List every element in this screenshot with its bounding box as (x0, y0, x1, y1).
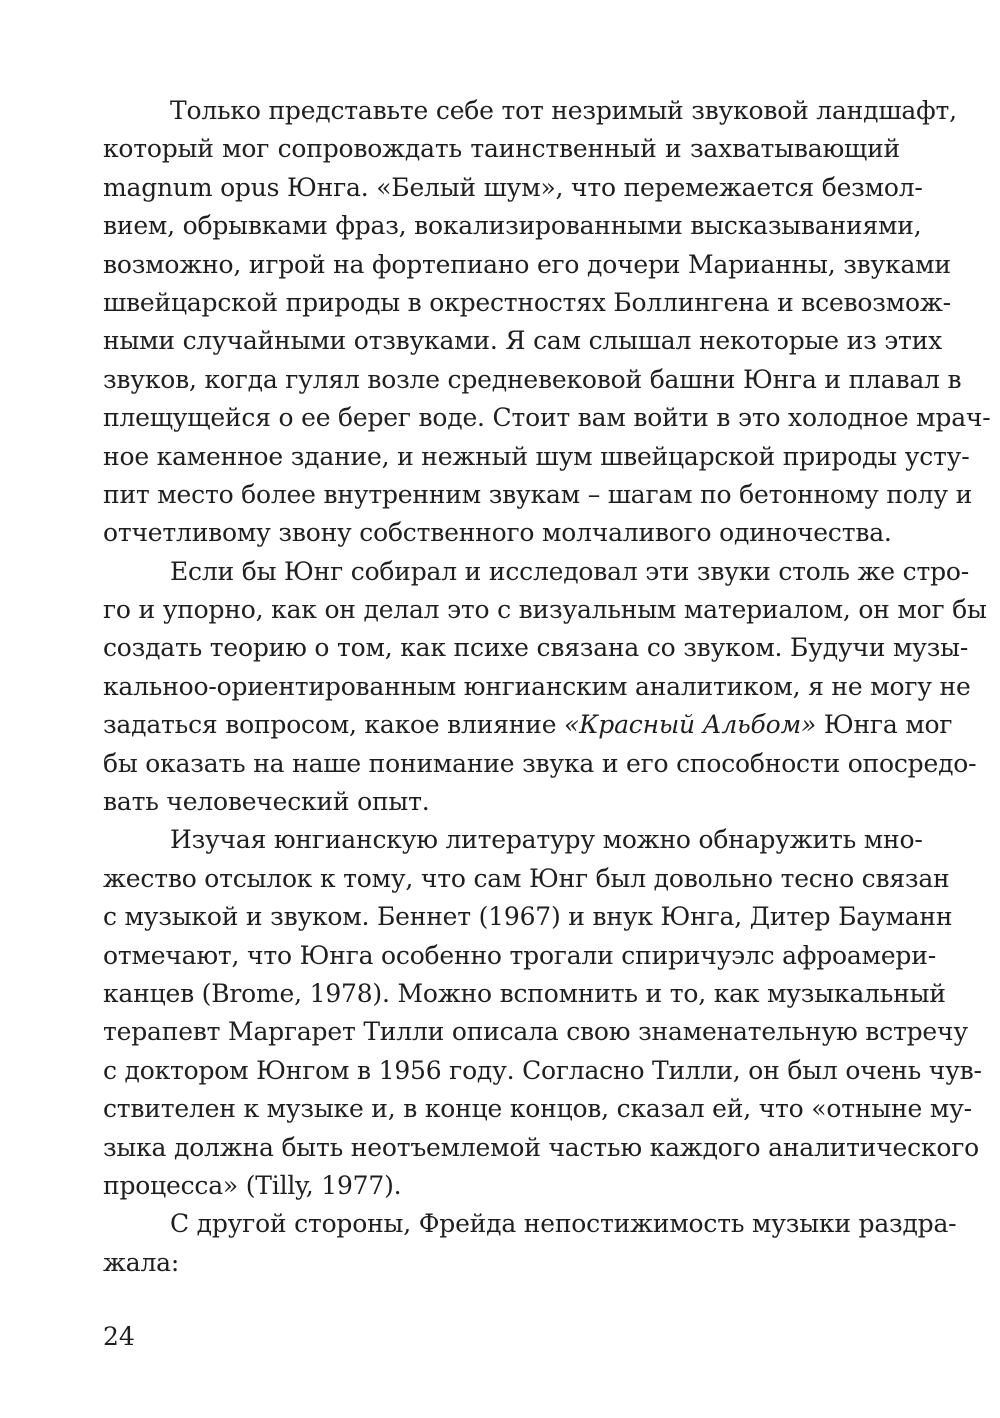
text-line: вием, обрывками фраз, вокализированными высказываниями, (103, 211, 922, 241)
text-line: ствителен к музыке и, в конце концов, сказал ей, что «отныне му- (103, 1094, 972, 1124)
text-line: жала: (103, 1247, 180, 1277)
text-line: magnum opus Юнга. «Белый шум», что перемежается безмол- (103, 172, 923, 202)
paragraph-3 (103, 821, 982, 1205)
text-line: Только представьте себе тот незримый звуковой ландшафт, (170, 96, 957, 125)
page-body (103, 92, 991, 1282)
text-line: швейцарской природы в окрестностях Боллингена и всевозмож- (103, 287, 951, 317)
text-line: терапевт Маргарет Тилли описала свою знаменательную встречу (103, 1017, 968, 1047)
text-line: бы оказать на наше понимание звука и его способности опосредо- (103, 748, 977, 778)
text-line: отчетливому звону собственного молчаливого одиночества. (103, 518, 892, 548)
text-line: с музыкой и звуком. Беннет (1967) и внук Юнга, Дитер Бауманн (103, 902, 953, 932)
book-title-italic: «Красный Альбом» (564, 710, 817, 740)
paragraph-1 (103, 92, 991, 553)
text-line: создать теорию о том, как психе связана со звуком. Будучи музы- (103, 633, 969, 663)
text-line: процесса» (Tilly, 1977). (103, 1170, 402, 1200)
paragraph-2 (103, 553, 987, 822)
text-segment: задаться вопросом, какое влияние (103, 710, 565, 740)
text-line: ное каменное здание, и нежный шум швейцарской природы усту- (103, 441, 970, 471)
text-line: С другой стороны, Фрейда непостижимость музыки раздра- (170, 1209, 957, 1239)
text-line: пит место более внутренним звукам – шагам по бетонному полу и (103, 479, 973, 509)
text-line: Изучая юнгианскую литературу можно обнаружить мно- (170, 825, 923, 855)
text-line: ными случайными отзвуками. Я сам слышал некоторые из этих (103, 326, 943, 356)
text-line: жество отсылок к тому, что сам Юнг был довольно тесно связан (103, 863, 950, 893)
text-line: плещущейся о ее берег воде. Стоит вам войти в это холодное мрач- (103, 403, 991, 433)
text-line: кальноо-ориентированным юнгианским аналитиком, я не могу не (103, 671, 971, 701)
text-line: Если бы Юнг собирал и исследовал эти звуки столь же стро- (170, 556, 969, 586)
text-line: вать человеческий опыт. (103, 787, 430, 817)
text-line: который мог сопровождать таинственный и захватывающий (103, 134, 900, 164)
text-line: с доктором Юнгом в 1956 году. Согласно Тилли, он был очень чув- (103, 1055, 982, 1085)
text-line: звуков, когда гулял возле средневековой башни Юнга и плавал в (103, 364, 962, 394)
text-line: канцев (Brome, 1978). Можно вспомнить и то, как музыкальный (103, 978, 946, 1008)
text-line: го и упорно, как он делал это с визуальным материалом, он мог бы (103, 595, 987, 625)
text-line: отмечают, что Юнга особенно трогали спиричуэлс афроамери- (103, 940, 936, 970)
text-line: возможно, игрой на фортепиано его дочери Марианны, звуками (103, 249, 951, 279)
text-line-with-italic (103, 706, 953, 744)
text-segment: Юнга мог (816, 710, 953, 740)
page-number: 24 (103, 1322, 135, 1351)
paragraph-4 (103, 1205, 957, 1282)
text-line: зыка должна быть неотъемлемой частью каждого аналитического (103, 1132, 979, 1162)
